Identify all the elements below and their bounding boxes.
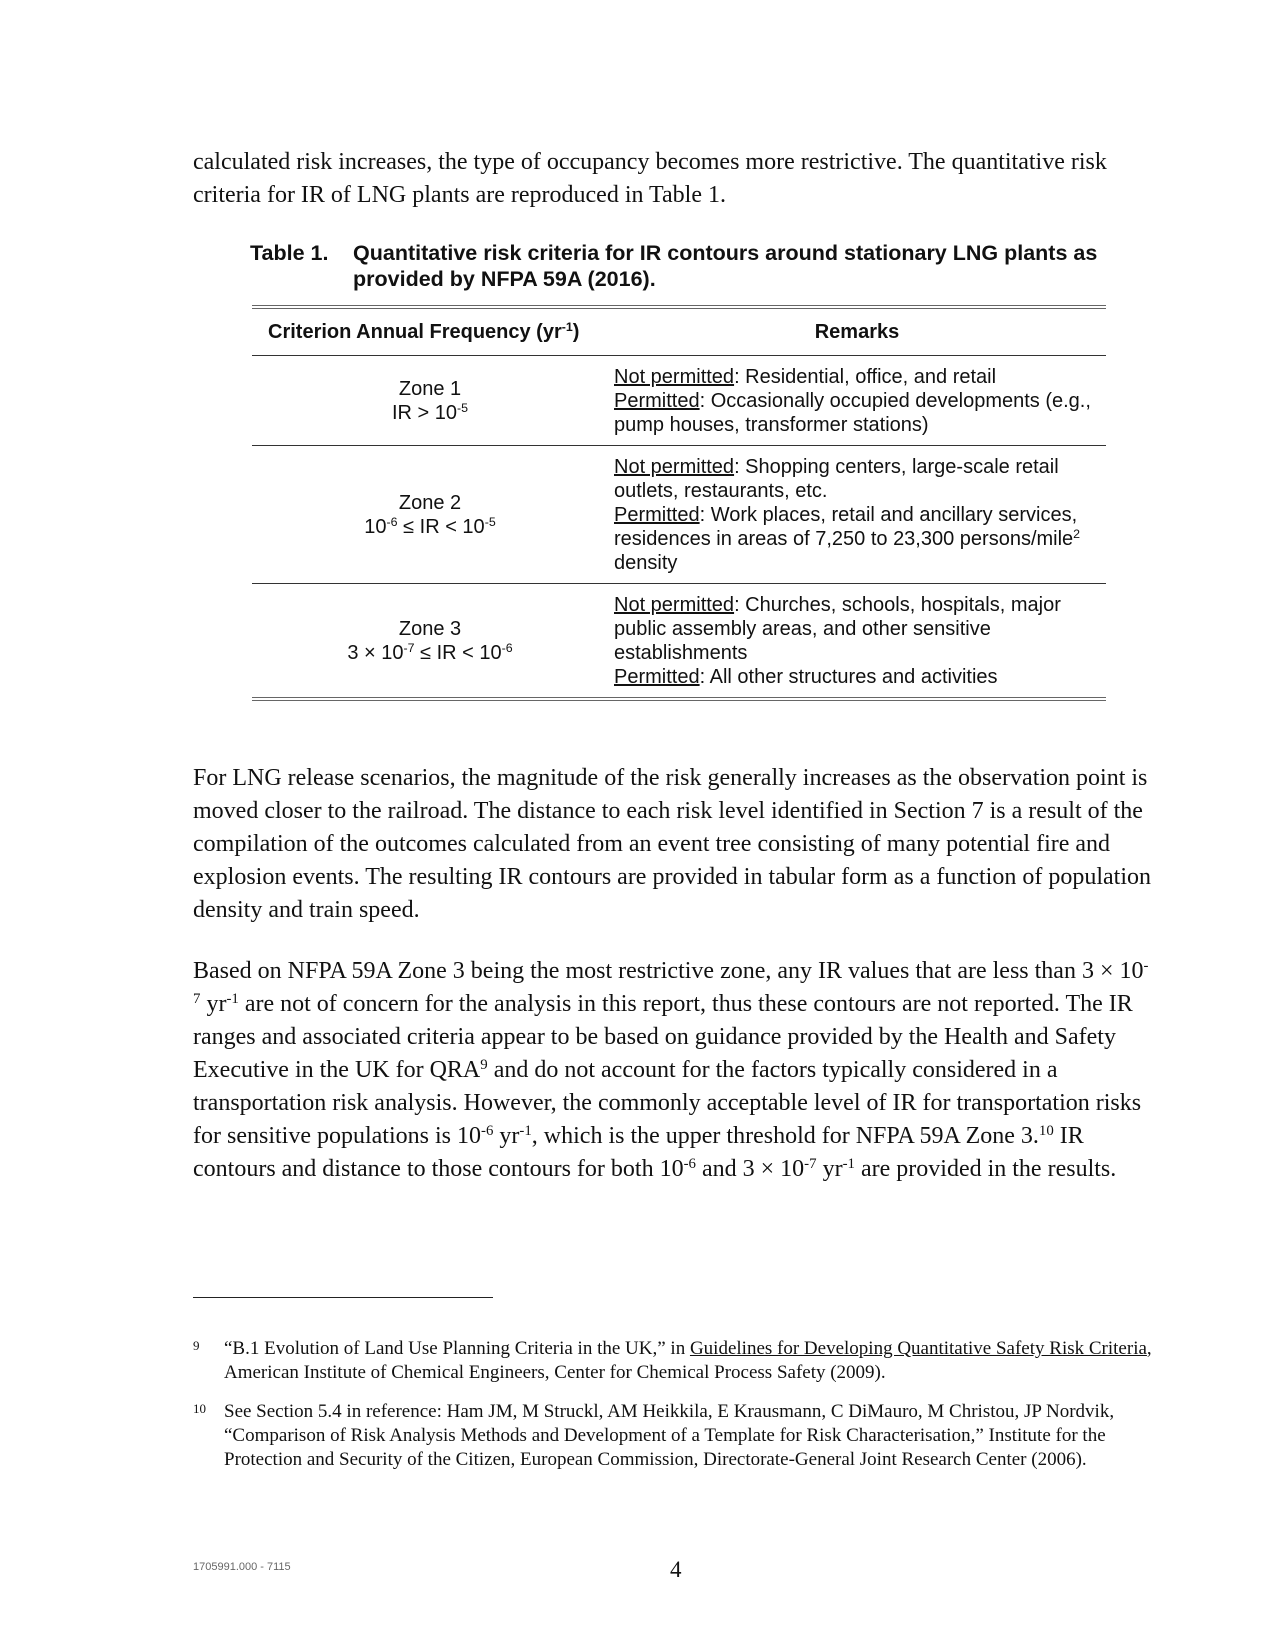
footnote-divider [193,1297,493,1298]
table-row-zone-2 [252,446,1106,584]
not-permitted-line: Not permitted: Churches, schools, hospitals, major public assembly areas, and other sensitive establishments [614,594,1061,664]
zone-cell [252,356,608,446]
table-caption-text: Quantitative risk criteria for IR contours around stationary LNG plants as provided by NFPA 59A (2016). [353,241,1098,291]
zone-criterion: $3 \times 10^{-7}$ ≤ IR < $10^{-6}$ [347,641,513,664]
footnote-9 [193,1337,1153,1385]
footnote-reference-title: Guidelines for Developing Quantitative Safety Risk Criteria [689,1338,1147,1359]
zone-label: Zone 1 [398,378,462,400]
zone-label: Zone 3 [398,618,462,640]
permitted-line: Permitted: Occasionally occupied developments (e.g., pump houses, transformer stations) [614,390,1091,436]
zone-criterion: IR > $10^{-5}$ [391,401,469,424]
zone-cell [252,446,608,584]
footnote-ref-10[interactable]: 10 [1038,1122,1054,1139]
body-paragraph-lng-release: For LNG release scenarios, the magnitude of the risk generally increases as the observation point is moved closer to the railroad. The distance to each risk level identified in Section 7 is a result of the compilation of the outcomes calculated from an event tree consisting of many potential fire and explosion events. The resulting IR contours are provided in tabular form as a function of population density and train speed. [193,765,1151,923]
permitted-line: Permitted: All other structures and activities [614,666,998,688]
document-id: 1705991.000 - 7115 [193,1561,291,1573]
zone-cell [252,584,608,700]
remarks-cell [608,584,1106,700]
footnote-10 [193,1400,1153,1472]
permitted-line: Permitted: Work places, retail and ancillary services, residences in areas of 7,250 to 23,300 persons/mile$^2$ density [614,504,1081,574]
footnote-number: 10 [193,1401,206,1416]
table-caption [250,240,1130,292]
footnote-number: 9 [193,1338,200,1353]
remarks-cell [608,446,1106,584]
table-row-zone-3 [252,584,1106,700]
table-header-row [252,307,1106,356]
footnote-ref-9[interactable]: 9 [480,1056,488,1073]
intro-paragraph: calculated risk increases, the type of occupancy becomes more restrictive. The quantitative risk criteria for IR of LNG plants are reproduced in Table 1. [193,149,1107,208]
zone-criterion: $10^{-6}$ ≤ IR < $10^{-5}$ [364,515,496,538]
footnote-body: “B.1 Evolution of Land Use Planning Criteria in the UK,” in Guidelines for Developing Quantitative Safety Risk Criteria, American Institute of Chemical Engineers, Center for Chemical Process Safety (2009). [224,1338,1152,1383]
not-permitted-line: Not permitted: Residential, office, and retail [614,366,997,388]
body-paragraph-nfpa-zone3: Based on NFPA 59A Zone 3 being the most restrictive zone, any IR values that are less than $3 \times 10^{-7}$ $yr^{-1}$ are not of concern for the analysis in this report, thus these contours are not reported. The IR ranges and associated criteria appear to be based on guidance provided by the Health and Safety Executive in the UK for QRA$^9$ and do not account for the factors typically considered in a transportation risk analysis. However, the commonly acceptable level of IR for transportation risks for sensitive populations is $10^{-6}$ $yr^{-1}$, which is the upper threshold for NFPA 59A Zone 3.10 IR contours and distance to those contours for both $10^{-6}$ and $3 \times 10^{-7}$ $yr^{-1}$ are provided in the results. [193,957,1149,1182]
table-row-zone-1 [252,356,1106,446]
not-permitted-line: Not permitted: Shopping centers, large-scale retail outlets, restaurants, etc. [614,456,1059,502]
header-remarks: Remarks [608,307,1106,356]
page-number: 4 [670,1557,682,1582]
zone-label: Zone 2 [398,492,462,514]
remarks-cell [608,356,1106,446]
table-caption-number: Table 1. [250,241,329,265]
risk-criteria-table [252,305,1106,701]
header-criterion: Criterion Annual Frequency $(yr^{-1})$ [252,307,608,356]
footnote-body: See Section 5.4 in reference: Ham JM, M Struckl, AM Heikkila, E Krausmann, C DiMauro, M Christou, JP Nordvik, “Comparison of Risk Analysis Methods and Development of a Template for Risk Characterisation,” Institute for the Protection and Security of the Citizen, European Commission, Directorate-General Joint Research Center (2006). [224,1401,1115,1470]
